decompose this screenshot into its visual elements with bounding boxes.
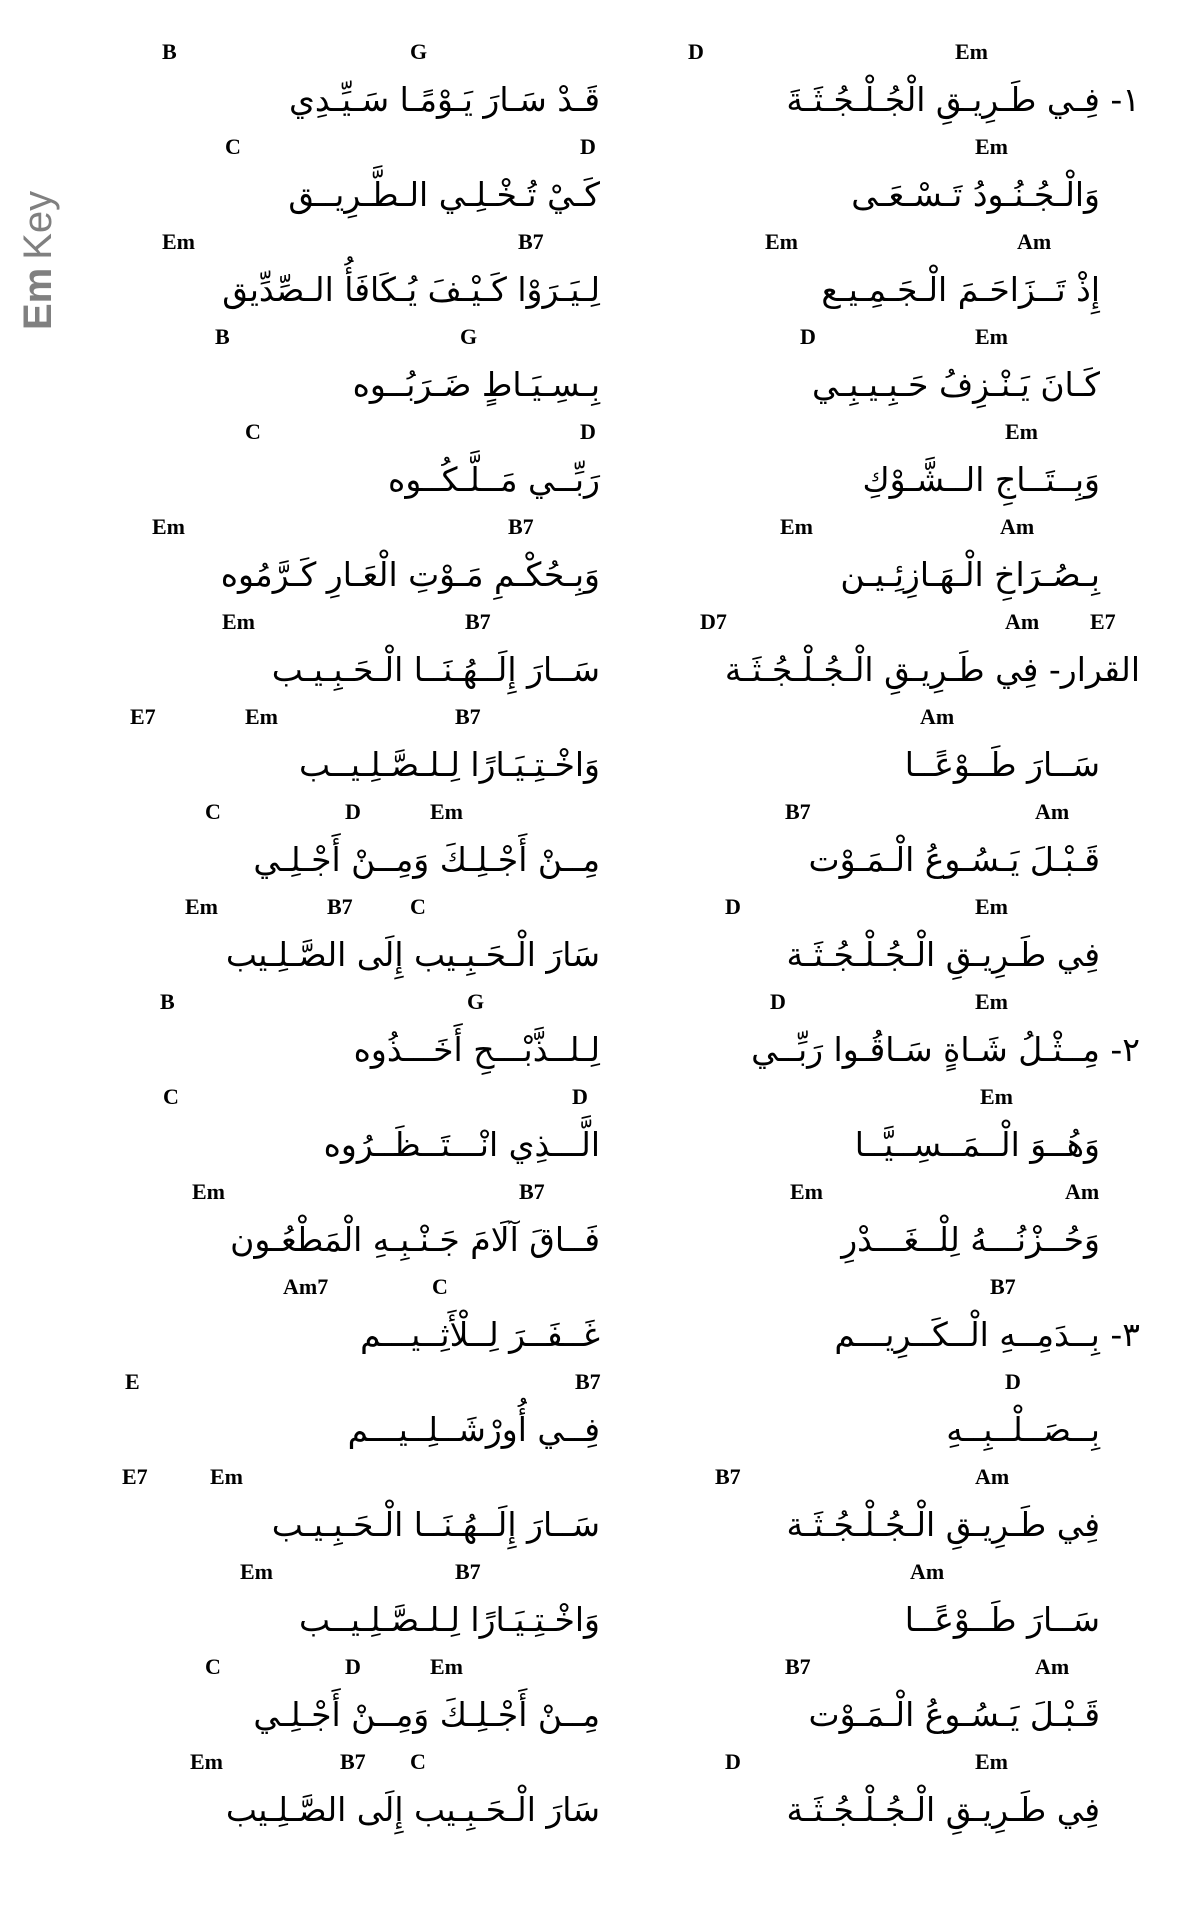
chord-right: D — [725, 1749, 741, 1774]
chord-right: Am — [910, 1559, 945, 1584]
chord-right: B7 — [715, 1464, 741, 1489]
chord-left: D — [580, 134, 596, 159]
chord-left: C — [225, 134, 241, 159]
lyric-right: ٣- بِــدَمِــهِ الْــكَــرِيـــم — [834, 1315, 1140, 1354]
chord-left: G — [460, 324, 478, 349]
chord-right: Em — [975, 324, 1008, 349]
lyric-row — [0, 420, 1200, 512]
lyric-left: مِــنْ أَجْـلِـكَ وَمِــنْ أَجْـلِـي — [253, 1695, 600, 1734]
chord-right: D — [688, 39, 704, 64]
lyric-row — [0, 1655, 1200, 1747]
lyric-right: بِـصُـرَاخِ الْـهَـازِئِـيـن — [840, 555, 1100, 594]
lyric-right: إِذْ تَــزَاحَـمَ الْـجَـمِـيـع — [821, 270, 1100, 309]
chord-left: Em — [430, 799, 463, 824]
lyric-row — [0, 1370, 1200, 1462]
chord-left: G — [467, 989, 485, 1014]
lyric-right: وَبِــتَــاجِ الــشَّـوْكِ — [862, 460, 1100, 499]
chord-right: Em — [975, 134, 1008, 159]
chord-right: Em — [790, 1179, 823, 1204]
chord-left: Am7 — [283, 1274, 329, 1299]
chord-left: D — [345, 799, 361, 824]
chord-right: Em — [975, 894, 1008, 919]
chord-right: D — [1005, 1369, 1021, 1394]
lyric-right: ٢- مِــثْـلُ شَـاةٍ سَـاقُـوا رَبِّــي — [751, 1030, 1140, 1069]
lyric-left: سَارَ الْـحَـبِـيب إِلَى الصَّـلِـيب — [225, 1790, 600, 1829]
chord-left: B7 — [465, 609, 491, 634]
lyric-right: القرار- فِي طَـرِيـقِ الْـجُـلْـجُـثَـة — [724, 650, 1140, 689]
chord-left: B7 — [575, 1369, 601, 1394]
chord-right: D7 — [700, 609, 727, 634]
lyric-right: بِــصَــلْــبِــهِ — [946, 1410, 1100, 1449]
chord-left: Em — [190, 1749, 223, 1774]
lyric-right: فِي طَـرِيـقِ الْـجُـلْـجُـثَـة — [786, 935, 1100, 974]
lyric-right: وَهُــوَ الْــمَــسِــيَّــا — [854, 1125, 1100, 1164]
chord-right: Am — [1005, 609, 1040, 634]
chord-right: Em — [780, 514, 813, 539]
chord-left: B7 — [508, 514, 534, 539]
chord-left: B7 — [340, 1749, 366, 1774]
chord-right: D — [800, 324, 816, 349]
chord-left: Em — [430, 1654, 463, 1679]
chord-left: E — [125, 1369, 140, 1394]
chord-left: Em — [192, 1179, 225, 1204]
chord-left: B — [160, 989, 175, 1014]
lyric-right: سَــارَ طَــوْعًــا — [904, 1600, 1100, 1639]
chord-left: C — [245, 419, 261, 444]
lyric-left: سَــارَ إِلَــهُـنَــا الْـحَـبِـيـب — [271, 1505, 600, 1544]
lyric-right: قَـبْـلَ يَـسُـوعُ الْـمَـوْت — [808, 840, 1100, 879]
chord-right: D — [770, 989, 786, 1014]
lyric-left: وَاخْـتِـيَـارًا لِـلـصَّـلِـيــب — [299, 1600, 600, 1639]
lyric-row — [0, 515, 1200, 607]
lyric-right: ١- فِـي طَـرِيـقِ الْجُـلْـجُـثَـةَ — [786, 80, 1140, 119]
chord-right: Em — [980, 1084, 1013, 1109]
key-name: Em — [16, 267, 60, 330]
lyric-right: كَـانَ يَـنْـزِفُ حَـبِـيـبِـي — [812, 365, 1100, 404]
chord-right: B7 — [785, 1654, 811, 1679]
lyric-right: قَـبْـلَ يَـسُـوعُ الْـمَـوْت — [808, 1695, 1100, 1734]
lyric-left: كَـيْ تُـخْـلِـي الـطَّـرِيــق — [288, 175, 600, 214]
chord-left: D — [572, 1084, 588, 1109]
lyric-row — [0, 610, 1200, 702]
chord-left: Em — [210, 1464, 243, 1489]
lyric-row — [0, 1560, 1200, 1652]
lyric-row — [0, 1180, 1200, 1272]
chord-right: Am — [920, 704, 955, 729]
lyric-row — [0, 40, 1200, 132]
chord-left: G — [410, 39, 428, 64]
chord-left: B7 — [455, 704, 481, 729]
chord-left: D — [580, 419, 596, 444]
lyric-left: رَبِّــي مَــلَّـكُــوه — [388, 460, 600, 499]
lyric-right: فِي طَـرِيـقِ الْـجُـلْـجُـثَـة — [786, 1790, 1100, 1829]
chord-left: Em — [222, 609, 255, 634]
chord-left: E7 — [122, 1464, 148, 1489]
lyric-row — [0, 230, 1200, 322]
chord-left: C — [163, 1084, 179, 1109]
lyric-left: غَــفَــرَ لِــلْأَثِــيـــم — [360, 1315, 600, 1354]
chord-left: D — [345, 1654, 361, 1679]
lyric-right: وَالْـجُـنُـودُ تَـسْـعَـى — [851, 175, 1100, 214]
chord-right: B7 — [785, 799, 811, 824]
lyric-left: الَّـــذِي انْـــتَــظَــرُوه — [323, 1125, 600, 1164]
chord-left: B — [162, 39, 177, 64]
chord-left: B — [215, 324, 230, 349]
lyric-left: مِــنْ أَجْـلِـكَ وَمِــنْ أَجْـلِـي — [253, 840, 600, 879]
lyric-row — [0, 895, 1200, 987]
chord-left: B7 — [519, 1179, 545, 1204]
lyric-left: لِـيَـرَوْا كَـيْـفَ يُـكَافَأُ الـصِّدِّيق — [222, 270, 600, 309]
lyric-left: قَـدْ سَـارَ يَـوْمًـا سَـيِّـدِي — [289, 80, 600, 119]
chord-right: Em — [955, 39, 988, 64]
chord-right: Em — [975, 1749, 1008, 1774]
lyric-left: وَاخْـتِـيَـارًا لِـلـصَّـلِـيــب — [299, 745, 600, 784]
lyric-row — [0, 135, 1200, 227]
chord-right: Am — [1035, 799, 1070, 824]
chord-left: C — [205, 799, 221, 824]
lyric-row — [0, 990, 1200, 1082]
lyric-right: سَــارَ طَــوْعًــا — [904, 745, 1100, 784]
chord-left: Em — [240, 1559, 273, 1584]
chord-left: Em — [162, 229, 195, 254]
chord-left: C — [410, 894, 426, 919]
lyric-row — [0, 800, 1200, 892]
chord-right: Em — [975, 989, 1008, 1014]
chord-right: Em — [1005, 419, 1038, 444]
chord-left: B7 — [327, 894, 353, 919]
lyric-row — [0, 705, 1200, 797]
lyric-left: لِـلــذَّبْـــحِ أَخَـــذُوه — [353, 1030, 600, 1069]
lyric-left: سَارَ الْـحَـبِـيب إِلَى الصَّـلِـيب — [225, 935, 600, 974]
lyric-row — [0, 1085, 1200, 1177]
lyric-row — [0, 325, 1200, 417]
lyric-left: بِـسِـيَـاطٍ ضَـرَبُــوه — [352, 365, 600, 404]
chord-left: E7 — [130, 704, 156, 729]
lyric-left: فَــاقَ آلَامَ جَـنْـبِـهِ الْمَطْعُـون — [230, 1220, 600, 1259]
chord-right: E7 — [1090, 609, 1116, 634]
lyric-right: فِي طَـرِيـقِ الْـجُـلْـجُـثَـة — [786, 1505, 1100, 1544]
chord-left: C — [205, 1654, 221, 1679]
chord-right: Am — [975, 1464, 1010, 1489]
chord-right: D — [725, 894, 741, 919]
lyric-left: فِــي أُورْشَــلِــيـــم — [347, 1410, 600, 1449]
lyric-left: وَبِـحُكْـمِ مَـوْتِ الْعَـارِ كَـرَّمُوه — [220, 555, 600, 594]
chord-right: Am — [1035, 1654, 1070, 1679]
chord-right: B7 — [990, 1274, 1016, 1299]
chord-left: C — [410, 1749, 426, 1774]
chord-right: Am — [1000, 514, 1035, 539]
lyric-row — [0, 1750, 1200, 1842]
chord-left: B7 — [455, 1559, 481, 1584]
lyric-row — [0, 1465, 1200, 1557]
chord-left: C — [432, 1274, 448, 1299]
chord-left: Em — [185, 894, 218, 919]
chord-right: Am — [1065, 1179, 1100, 1204]
lyric-row — [0, 1275, 1200, 1367]
lyric-left: سَــارَ إِلَــهُـنَــا الْـحَـبِـيـب — [271, 650, 600, 689]
chord-left: Em — [245, 704, 278, 729]
key-word: Key — [16, 190, 60, 260]
chord-left: B7 — [518, 229, 544, 254]
chord-left: Em — [152, 514, 185, 539]
lyric-right: وَحُــزْنُـــهُ لِلْــغَـــدْرِ — [841, 1220, 1100, 1259]
chord-right: Am — [1017, 229, 1052, 254]
chord-right: Em — [765, 229, 798, 254]
